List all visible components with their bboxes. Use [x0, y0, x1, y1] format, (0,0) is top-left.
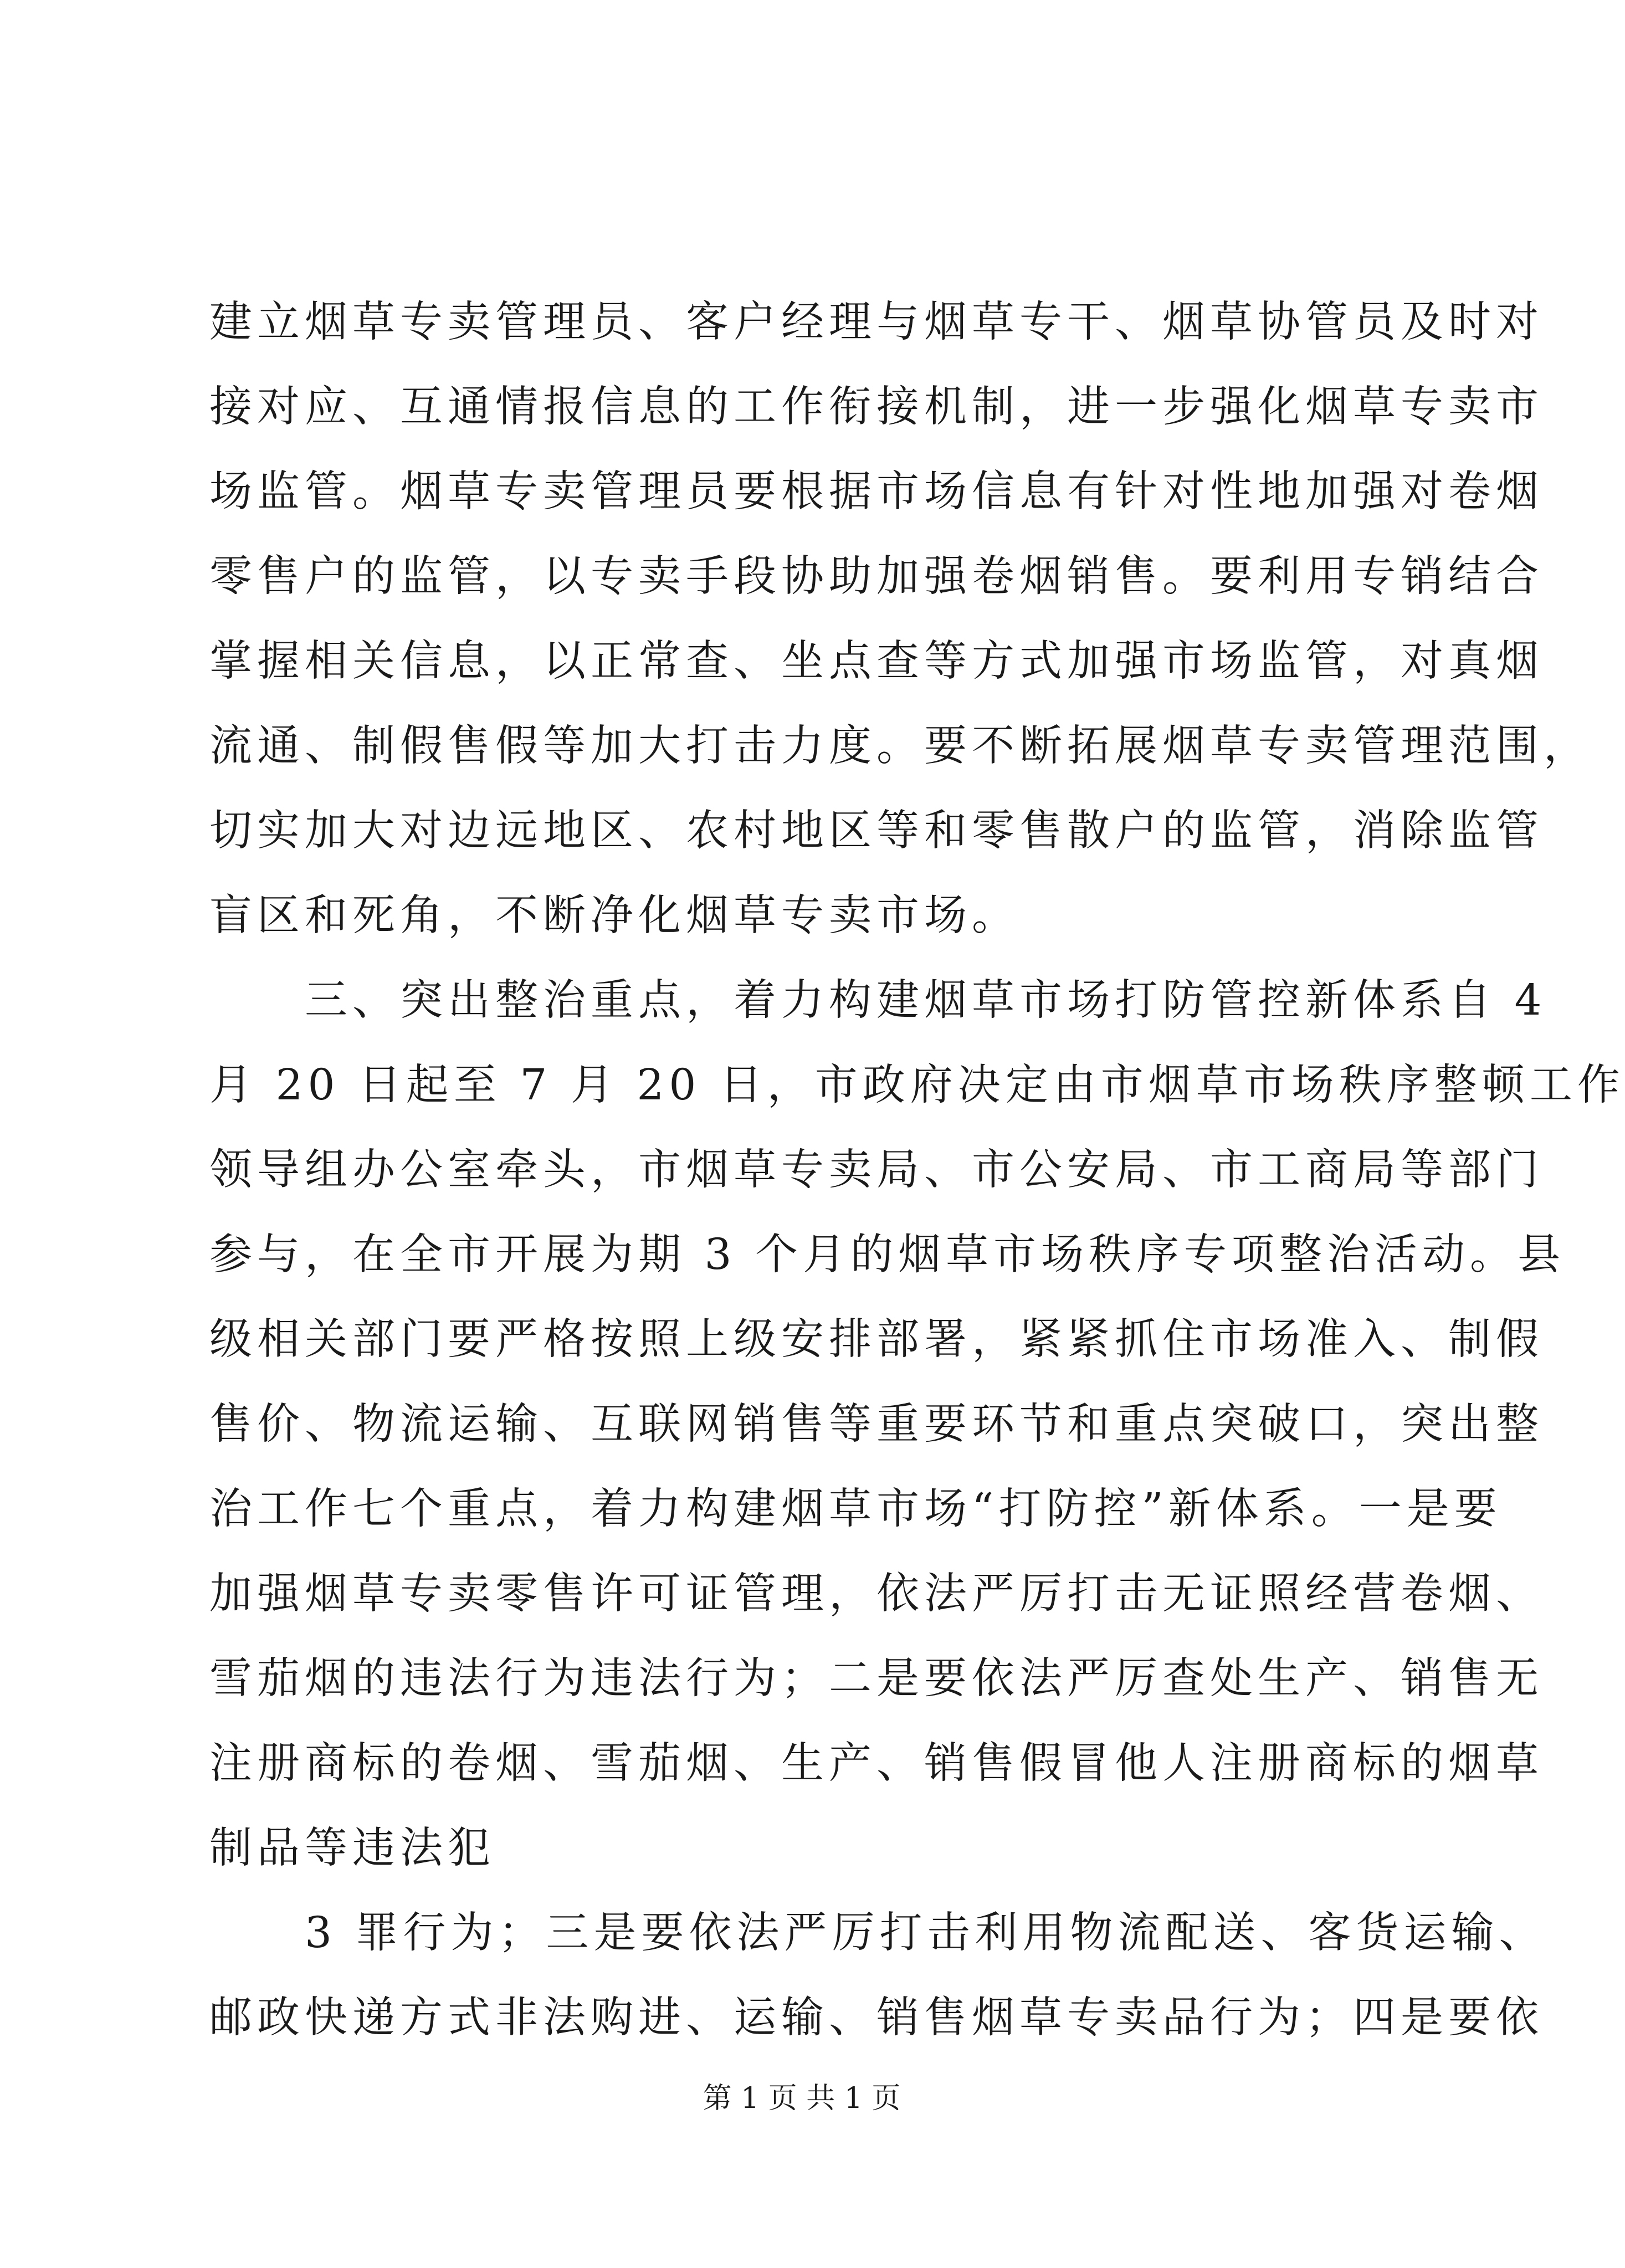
- text-line: 注册商标的卷烟、雪茄烟、生产、销售假冒他人注册商标的烟草: [209, 1739, 1544, 1788]
- text-line: 流通、制假售假等加大打击力度。要不断拓展烟草专卖管理范围，: [209, 721, 1591, 771]
- text-line: 三、突出整治重点，着力构建烟草市场打防管控新体系自 4: [209, 976, 1547, 1025]
- text-line: 零售户的监管，以专卖手段协助加强卷烟销售。要利用专销结合: [209, 552, 1544, 601]
- page-footer: [0, 2079, 1603, 2118]
- text-line: 制品等违法犯: [209, 1824, 495, 1873]
- text-line: 售价、物流运输、互联网销售等重要环节和重点突破口，突出整: [209, 1400, 1544, 1449]
- text-line: 领导组办公室牵头，市烟草专卖局、市公安局、市工商局等部门: [209, 1145, 1544, 1195]
- text-line: 参与，在全市开展为期 3 个月的烟草市场秩序专项整治活动。县: [209, 1230, 1565, 1279]
- text-line: 邮政快递方式非法购进、运输、销售烟草专卖品行为；四是要依: [209, 1993, 1544, 2042]
- text-line: 治工作七个重点，着力构建烟草市场“打防控”新体系。一是要: [209, 1484, 1502, 1534]
- text-line: 雪茄烟的违法行为违法行为；二是要依法严厉查处生产、销售无: [209, 1654, 1544, 1703]
- text-line: 加强烟草专卖零售许可证管理，依法严厉打击无证照经营卷烟、: [209, 1569, 1544, 1619]
- text-line: 月 20 日起至 7 月 20 日，市政府决定由市烟草市场秩序整顿工作: [209, 1061, 1625, 1110]
- text-line: 级相关部门要严格按照上级安排部署，紧紧抓住市场准入、制假: [209, 1315, 1544, 1364]
- text-line: 建立烟草专卖管理员、客户经理与烟草专干、烟草协管员及时对: [209, 298, 1544, 347]
- body-text: [209, 280, 1625, 2060]
- text-line: 切实加大对边远地区、农村地区等和零售散户的监管，消除监管: [209, 806, 1544, 856]
- text-line: 盲区和死角，不断净化烟草专卖市场。: [209, 891, 1019, 940]
- text-line: 3 罪行为；三是要依法严厉打击利用物流配送、客货运输、: [209, 1908, 1547, 1958]
- text-line: 接对应、互通情报信息的工作衔接机制，进一步强化烟草专卖市: [209, 382, 1544, 432]
- page-number-label: 第 1 页 共 1 页: [703, 2082, 901, 2115]
- text-line: 场监管。烟草专卖管理员要根据市场信息有针对性地加强对卷烟: [209, 467, 1544, 516]
- text-line: 掌握相关信息，以正常查、坐点查等方式加强市场监管，对真烟: [209, 637, 1544, 686]
